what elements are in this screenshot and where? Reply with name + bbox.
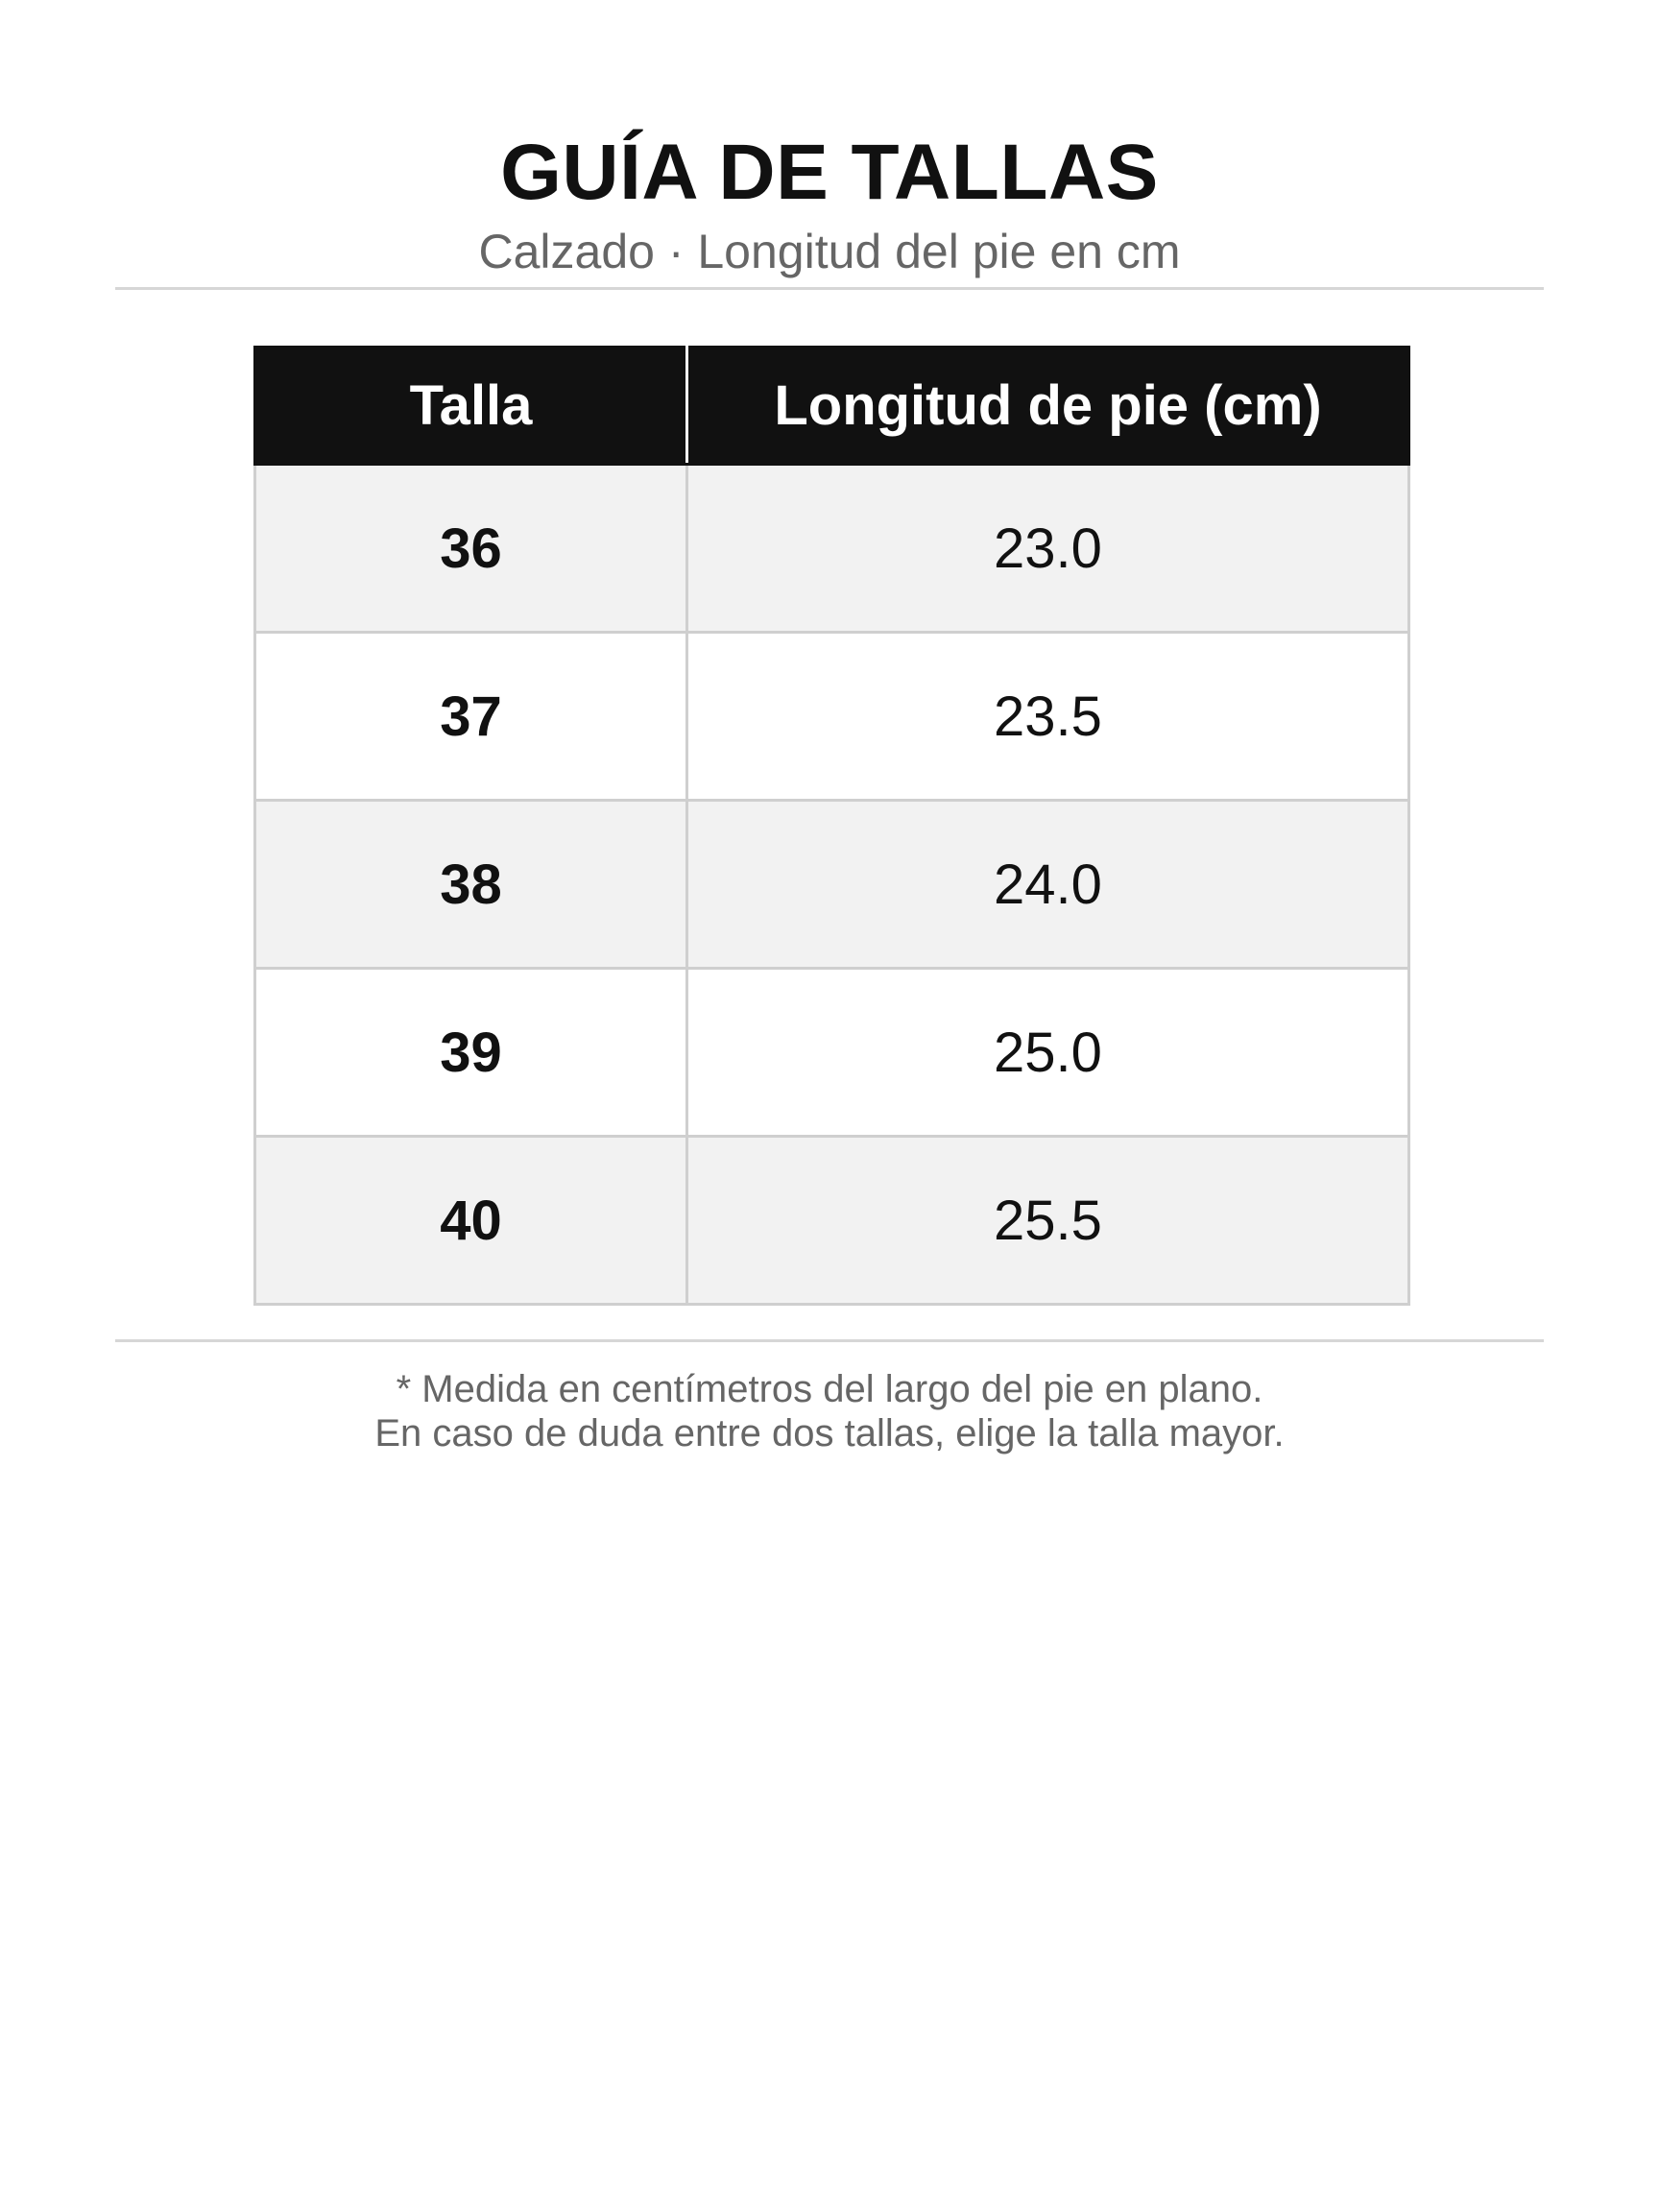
table-row [255, 633, 1409, 801]
size-cell: 38 [255, 801, 687, 969]
size-cell: 40 [255, 1137, 687, 1305]
footnotes [0, 1367, 1659, 1455]
page-subtitle: Calzado · Longitud del pie en cm [478, 225, 1181, 278]
table-header-row [255, 348, 1409, 465]
page-title: GUÍA DE TALLAS [500, 129, 1159, 216]
length-cell: 25.5 [687, 1137, 1409, 1305]
top-divider [115, 287, 1544, 290]
table-row [255, 465, 1409, 633]
column-header-size: Talla [255, 348, 687, 465]
table-row [255, 801, 1409, 969]
bottom-divider [115, 1339, 1544, 1342]
footnote-advice: En caso de duda entre dos tallas, elige la talla mayor. [374, 1412, 1285, 1455]
length-cell: 23.5 [687, 633, 1409, 801]
table-row [255, 969, 1409, 1137]
size-cell: 37 [255, 633, 687, 801]
length-cell: 25.0 [687, 969, 1409, 1137]
size-table [253, 346, 1410, 1306]
footnote-measurement: * Medida en centímetros del largo del pie en plano. [396, 1368, 1263, 1410]
length-cell: 24.0 [687, 801, 1409, 969]
size-cell: 36 [255, 465, 687, 633]
table-row [255, 1137, 1409, 1305]
column-header-length: Longitud de pie (cm) [687, 348, 1409, 465]
size-cell: 39 [255, 969, 687, 1137]
length-cell: 23.0 [687, 465, 1409, 633]
